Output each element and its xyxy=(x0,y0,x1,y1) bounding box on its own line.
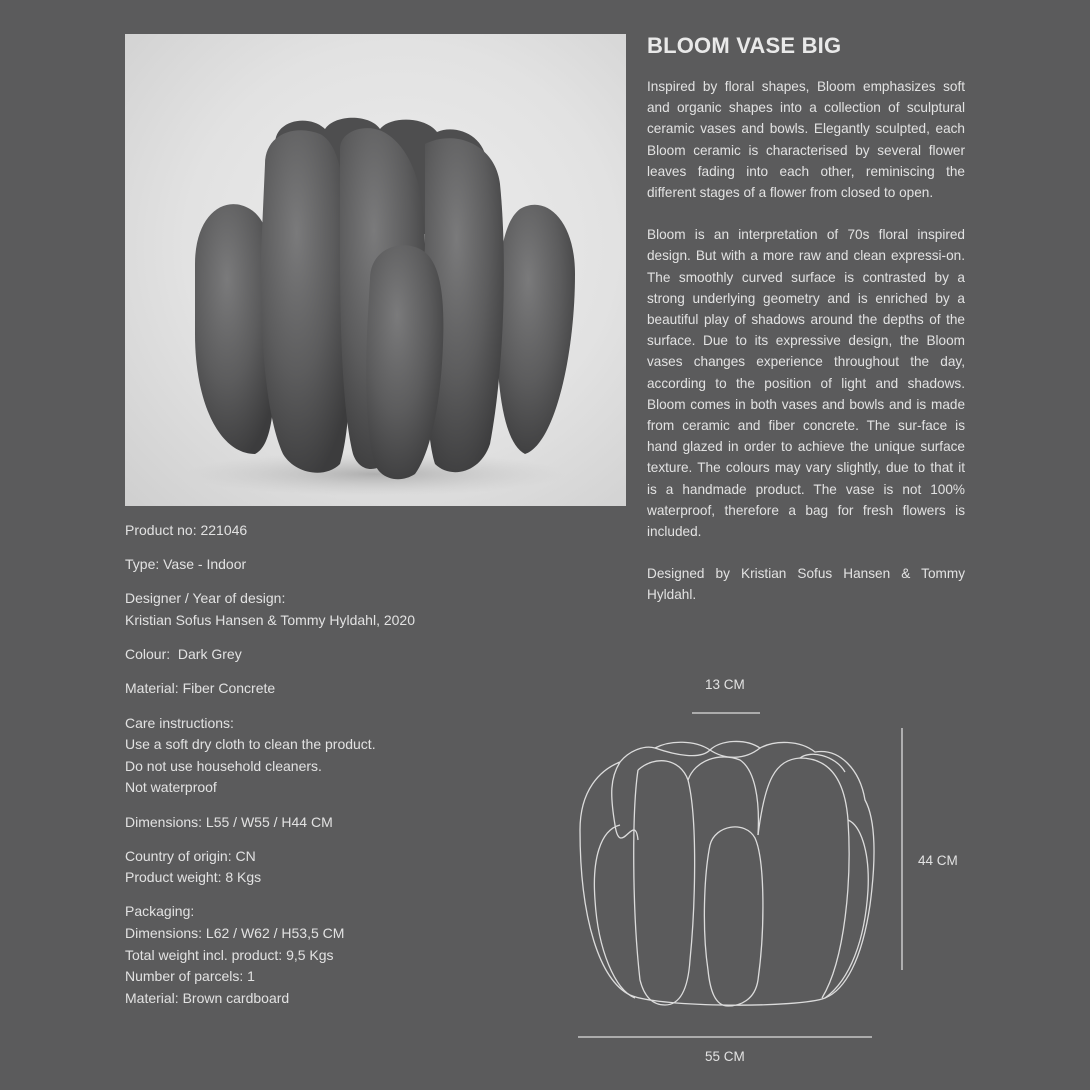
vase-lobe-line xyxy=(594,825,635,998)
top-dimension-label: 13 CM xyxy=(705,677,745,692)
spec-product-no: Product no: 221046 xyxy=(125,522,248,538)
width-dimension-label: 55 CM xyxy=(705,1049,745,1064)
vase-outline xyxy=(580,741,874,1005)
spec-designer: Designer / Year of design: Kristian Sofus Hansen & Tommy Hyldahl, 2020 xyxy=(125,590,415,628)
vase-line-drawing xyxy=(560,660,980,1080)
description-paragraph: Bloom is an interpretation of 70s floral inspired design. But with a more raw and clean expressi-on. The smoothly curved surface is contrasted by a strong underlying geometry and is enriched by a beautiful play of shadows around the depths of the surface. Due to its expressive design, the Bloom vases changes experience throughout the day, according to the position of light and shadows. Bloom comes in both vases and bowls and is made from ceramic and fiber concrete. The sur-face is hand glazed in order to achieve the unique surface texture. The colours may vary slightly, due to that it is a handmade product. The vase is not 100% waterproof, therefore a bag for fresh flowers is included. xyxy=(647,227,965,540)
spec-care: Care instructions: Use a soft dry cloth to clean the product. Do not use household cleaners. Not waterproof xyxy=(125,714,376,796)
product-description xyxy=(647,76,965,606)
vase-lobe-line xyxy=(655,748,710,756)
vase-lobe-line xyxy=(758,758,849,998)
product-specs xyxy=(125,520,545,1022)
spec-packaging: Packaging: Dimensions: L62 / W62 / H53,5 CM Total weight incl. product: 9,5 Kgs Number of parcels: 1 Material: Brown cardboard xyxy=(125,903,345,1006)
vase-lobe-line xyxy=(634,770,665,1005)
description-paragraph: Inspired by floral shapes, Bloom emphasizes soft and organic shapes into a collection of sculptural ceramic vases and bowls. Elegantly sculpted, each Bloom ceramic is characterised by several flower leaves fading into each other, reminiscing the different stages of a flower from closed to open. xyxy=(647,79,965,201)
spec-type: Type: Vase - Indoor xyxy=(125,556,247,573)
vase-lobe-line xyxy=(710,748,760,757)
spec-colour: Colour: Dark Grey xyxy=(125,646,242,663)
spec-dimensions: Dimensions: L55 / W55 / H44 CM xyxy=(125,813,333,830)
vase-lobe-line xyxy=(638,761,695,1005)
height-dimension-label: 44 CM xyxy=(918,853,958,868)
product-title: BLOOM VASE BIG xyxy=(647,33,842,58)
vase-photo-illustration xyxy=(125,34,626,506)
description-paragraph: Designed by Kristian Sofus Hansen & Tommy Hyldahl. xyxy=(647,566,965,603)
spec-material: Material: Fiber Concrete xyxy=(125,680,276,697)
vase-front-lobe xyxy=(704,827,763,1006)
vase-lobe-line xyxy=(688,757,758,835)
dimension-drawing xyxy=(560,660,980,1080)
spec-origin-weight: Country of origin: CN Product weight: 8 Kgs xyxy=(125,847,262,886)
product-photo xyxy=(125,34,626,506)
